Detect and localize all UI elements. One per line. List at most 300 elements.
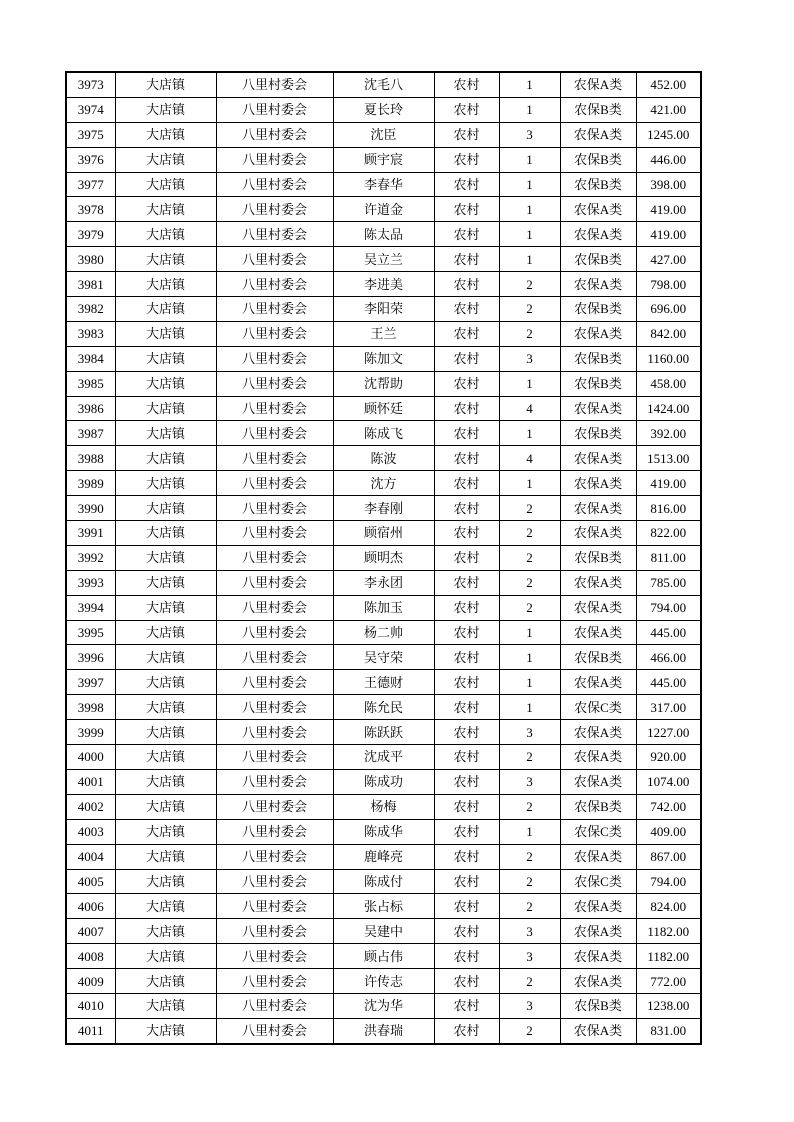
- table-row: [66, 297, 701, 322]
- cell-person-name: 陈加文: [333, 346, 434, 371]
- cell-person-name: 夏长玲: [333, 97, 434, 122]
- cell-person-count: 1: [499, 147, 560, 172]
- cell-person-count: 3: [499, 993, 560, 1018]
- cell-insurance-category: 农保A类: [560, 844, 636, 869]
- cell-residence-type: 农村: [434, 645, 499, 670]
- cell-person-count: 2: [499, 545, 560, 570]
- cell-amount: 1424.00: [636, 396, 701, 421]
- cell-amount: 794.00: [636, 869, 701, 894]
- cell-village: 八里村委会: [216, 819, 333, 844]
- cell-insurance-category: 农保A类: [560, 197, 636, 222]
- cell-insurance-category: 农保B类: [560, 346, 636, 371]
- cell-village: 八里村委会: [216, 172, 333, 197]
- cell-insurance-category: 农保C类: [560, 869, 636, 894]
- cell-person-count: 2: [499, 1018, 560, 1043]
- cell-residence-type: 农村: [434, 371, 499, 396]
- cell-village: 八里村委会: [216, 97, 333, 122]
- cell-town: 大店镇: [115, 993, 216, 1018]
- cell-amount: 842.00: [636, 321, 701, 346]
- cell-person-count: 1: [499, 222, 560, 247]
- cell-person-name: 沈方: [333, 471, 434, 496]
- table-row: [66, 272, 701, 297]
- table-row: [66, 1018, 701, 1043]
- cell-village: 八里村委会: [216, 421, 333, 446]
- cell-person-name: 李进美: [333, 272, 434, 297]
- cell-person-name: 李阳荣: [333, 297, 434, 322]
- table-row: [66, 844, 701, 869]
- cell-person-name: 许传志: [333, 969, 434, 994]
- cell-seq: 4010: [66, 993, 115, 1018]
- cell-person-name: 陈成功: [333, 769, 434, 794]
- cell-person-count: 2: [499, 745, 560, 770]
- table-row: [66, 993, 701, 1018]
- cell-town: 大店镇: [115, 670, 216, 695]
- cell-residence-type: 农村: [434, 595, 499, 620]
- table-body: [66, 72, 701, 1044]
- cell-seq: 4001: [66, 769, 115, 794]
- cell-town: 大店镇: [115, 222, 216, 247]
- cell-amount: 445.00: [636, 620, 701, 645]
- cell-amount: 811.00: [636, 545, 701, 570]
- cell-person-count: 3: [499, 944, 560, 969]
- cell-village: 八里村委会: [216, 844, 333, 869]
- cell-town: 大店镇: [115, 446, 216, 471]
- cell-insurance-category: 农保A类: [560, 72, 636, 97]
- cell-village: 八里村委会: [216, 1018, 333, 1043]
- cell-village: 八里村委会: [216, 745, 333, 770]
- cell-insurance-category: 农保A类: [560, 720, 636, 745]
- cell-residence-type: 农村: [434, 247, 499, 272]
- cell-village: 八里村委会: [216, 471, 333, 496]
- cell-seq: 3980: [66, 247, 115, 272]
- cell-person-name: 陈成飞: [333, 421, 434, 446]
- cell-seq: 3985: [66, 371, 115, 396]
- cell-person-name: 陈成付: [333, 869, 434, 894]
- cell-person-count: 2: [499, 894, 560, 919]
- cell-person-count: 1: [499, 197, 560, 222]
- cell-seq: 4011: [66, 1018, 115, 1043]
- cell-person-name: 王兰: [333, 321, 434, 346]
- cell-person-count: 2: [499, 570, 560, 595]
- table-row: [66, 695, 701, 720]
- cell-amount: 1074.00: [636, 769, 701, 794]
- cell-residence-type: 农村: [434, 272, 499, 297]
- cell-insurance-category: 农保B类: [560, 545, 636, 570]
- table-row: [66, 471, 701, 496]
- cell-village: 八里村委会: [216, 521, 333, 546]
- cell-person-count: 1: [499, 620, 560, 645]
- cell-town: 大店镇: [115, 97, 216, 122]
- cell-seq: 3992: [66, 545, 115, 570]
- cell-seq: 3974: [66, 97, 115, 122]
- cell-person-name: 许道金: [333, 197, 434, 222]
- cell-person-name: 鹿峰亮: [333, 844, 434, 869]
- cell-amount: 392.00: [636, 421, 701, 446]
- cell-town: 大店镇: [115, 471, 216, 496]
- cell-amount: 1182.00: [636, 919, 701, 944]
- table-row: [66, 570, 701, 595]
- cell-person-count: 4: [499, 446, 560, 471]
- cell-village: 八里村委会: [216, 794, 333, 819]
- cell-residence-type: 农村: [434, 122, 499, 147]
- cell-town: 大店镇: [115, 72, 216, 97]
- cell-seq: 3997: [66, 670, 115, 695]
- cell-town: 大店镇: [115, 496, 216, 521]
- cell-seq: 3976: [66, 147, 115, 172]
- cell-seq: 4002: [66, 794, 115, 819]
- cell-residence-type: 农村: [434, 147, 499, 172]
- cell-person-name: 沈臣: [333, 122, 434, 147]
- cell-village: 八里村委会: [216, 247, 333, 272]
- cell-village: 八里村委会: [216, 197, 333, 222]
- cell-residence-type: 农村: [434, 396, 499, 421]
- cell-seq: 3989: [66, 471, 115, 496]
- table-row: [66, 595, 701, 620]
- table-row: [66, 645, 701, 670]
- cell-town: 大店镇: [115, 545, 216, 570]
- cell-insurance-category: 农保B类: [560, 371, 636, 396]
- table-row: [66, 944, 701, 969]
- cell-village: 八里村委会: [216, 371, 333, 396]
- cell-seq: 4006: [66, 894, 115, 919]
- cell-village: 八里村委会: [216, 670, 333, 695]
- cell-town: 大店镇: [115, 421, 216, 446]
- cell-seq: 3982: [66, 297, 115, 322]
- cell-insurance-category: 农保A类: [560, 570, 636, 595]
- cell-amount: 867.00: [636, 844, 701, 869]
- cell-village: 八里村委会: [216, 496, 333, 521]
- cell-village: 八里村委会: [216, 894, 333, 919]
- cell-town: 大店镇: [115, 869, 216, 894]
- cell-amount: 419.00: [636, 471, 701, 496]
- cell-village: 八里村委会: [216, 969, 333, 994]
- cell-person-name: 李春华: [333, 172, 434, 197]
- cell-seq: 4007: [66, 919, 115, 944]
- cell-insurance-category: 农保A类: [560, 595, 636, 620]
- cell-town: 大店镇: [115, 695, 216, 720]
- cell-insurance-category: 农保C类: [560, 695, 636, 720]
- cell-seq: 3978: [66, 197, 115, 222]
- cell-residence-type: 农村: [434, 321, 499, 346]
- cell-insurance-category: 农保C类: [560, 819, 636, 844]
- cell-person-count: 2: [499, 794, 560, 819]
- cell-town: 大店镇: [115, 172, 216, 197]
- cell-amount: 794.00: [636, 595, 701, 620]
- cell-amount: 920.00: [636, 745, 701, 770]
- cell-village: 八里村委会: [216, 645, 333, 670]
- table-row: [66, 72, 701, 97]
- cell-amount: 831.00: [636, 1018, 701, 1043]
- cell-amount: 1238.00: [636, 993, 701, 1018]
- cell-village: 八里村委会: [216, 695, 333, 720]
- cell-town: 大店镇: [115, 745, 216, 770]
- cell-residence-type: 农村: [434, 446, 499, 471]
- cell-amount: 458.00: [636, 371, 701, 396]
- cell-town: 大店镇: [115, 396, 216, 421]
- cell-insurance-category: 农保B类: [560, 645, 636, 670]
- cell-seq: 4008: [66, 944, 115, 969]
- cell-person-count: 1: [499, 695, 560, 720]
- cell-seq: 3994: [66, 595, 115, 620]
- table-row: [66, 222, 701, 247]
- cell-person-name: 顾怀廷: [333, 396, 434, 421]
- cell-seq: 3986: [66, 396, 115, 421]
- table-row: [66, 545, 701, 570]
- cell-residence-type: 农村: [434, 919, 499, 944]
- cell-village: 八里村委会: [216, 720, 333, 745]
- table-row: [66, 421, 701, 446]
- cell-residence-type: 农村: [434, 695, 499, 720]
- cell-town: 大店镇: [115, 819, 216, 844]
- table-row: [66, 147, 701, 172]
- cell-town: 大店镇: [115, 122, 216, 147]
- cell-residence-type: 农村: [434, 421, 499, 446]
- cell-seq: 3987: [66, 421, 115, 446]
- table-row: [66, 819, 701, 844]
- cell-village: 八里村委会: [216, 570, 333, 595]
- cell-residence-type: 农村: [434, 844, 499, 869]
- cell-amount: 772.00: [636, 969, 701, 994]
- cell-town: 大店镇: [115, 919, 216, 944]
- cell-residence-type: 农村: [434, 769, 499, 794]
- cell-person-name: 张占标: [333, 894, 434, 919]
- cell-person-name: 杨二帅: [333, 620, 434, 645]
- table-row: [66, 670, 701, 695]
- cell-person-count: 1: [499, 819, 560, 844]
- cell-village: 八里村委会: [216, 321, 333, 346]
- cell-town: 大店镇: [115, 969, 216, 994]
- cell-residence-type: 农村: [434, 944, 499, 969]
- cell-insurance-category: 农保A类: [560, 969, 636, 994]
- cell-insurance-category: 农保A类: [560, 496, 636, 521]
- cell-insurance-category: 农保A类: [560, 222, 636, 247]
- cell-person-count: 4: [499, 396, 560, 421]
- cell-amount: 822.00: [636, 521, 701, 546]
- cell-seq: 3979: [66, 222, 115, 247]
- table-row: [66, 346, 701, 371]
- cell-person-name: 陈加玉: [333, 595, 434, 620]
- cell-residence-type: 农村: [434, 794, 499, 819]
- cell-town: 大店镇: [115, 247, 216, 272]
- cell-person-count: 3: [499, 769, 560, 794]
- cell-residence-type: 农村: [434, 720, 499, 745]
- cell-insurance-category: 农保A类: [560, 894, 636, 919]
- cell-person-name: 吴建中: [333, 919, 434, 944]
- cell-amount: 466.00: [636, 645, 701, 670]
- cell-insurance-category: 农保B类: [560, 247, 636, 272]
- cell-seq: 3981: [66, 272, 115, 297]
- cell-village: 八里村委会: [216, 72, 333, 97]
- cell-amount: 452.00: [636, 72, 701, 97]
- table-row: [66, 321, 701, 346]
- cell-person-count: 3: [499, 346, 560, 371]
- cell-person-name: 顾明杰: [333, 545, 434, 570]
- cell-person-count: 3: [499, 720, 560, 745]
- cell-insurance-category: 农保A类: [560, 944, 636, 969]
- table-row: [66, 745, 701, 770]
- table-row: [66, 919, 701, 944]
- cell-person-count: 1: [499, 471, 560, 496]
- cell-person-count: 1: [499, 172, 560, 197]
- cell-amount: 427.00: [636, 247, 701, 272]
- cell-seq: 3977: [66, 172, 115, 197]
- cell-amount: 409.00: [636, 819, 701, 844]
- cell-insurance-category: 农保A类: [560, 521, 636, 546]
- cell-person-name: 沈毛八: [333, 72, 434, 97]
- cell-town: 大店镇: [115, 570, 216, 595]
- cell-village: 八里村委会: [216, 272, 333, 297]
- cell-person-count: 1: [499, 421, 560, 446]
- cell-person-count: 3: [499, 919, 560, 944]
- table-row: [66, 122, 701, 147]
- cell-town: 大店镇: [115, 620, 216, 645]
- cell-amount: 1513.00: [636, 446, 701, 471]
- cell-person-count: 1: [499, 72, 560, 97]
- cell-town: 大店镇: [115, 197, 216, 222]
- cell-person-name: 陈允民: [333, 695, 434, 720]
- cell-residence-type: 农村: [434, 745, 499, 770]
- cell-residence-type: 农村: [434, 894, 499, 919]
- cell-village: 八里村委会: [216, 869, 333, 894]
- cell-seq: 3993: [66, 570, 115, 595]
- cell-residence-type: 农村: [434, 670, 499, 695]
- table-row: [66, 172, 701, 197]
- table-row: [66, 396, 701, 421]
- cell-town: 大店镇: [115, 297, 216, 322]
- cell-seq: 3995: [66, 620, 115, 645]
- cell-insurance-category: 农保A类: [560, 919, 636, 944]
- table-row: [66, 247, 701, 272]
- table-row: [66, 794, 701, 819]
- cell-village: 八里村委会: [216, 222, 333, 247]
- cell-amount: 1160.00: [636, 346, 701, 371]
- cell-person-name: 陈跃跃: [333, 720, 434, 745]
- cell-residence-type: 农村: [434, 1018, 499, 1043]
- cell-village: 八里村委会: [216, 545, 333, 570]
- table-row: [66, 769, 701, 794]
- table-row: [66, 720, 701, 745]
- cell-residence-type: 农村: [434, 993, 499, 1018]
- cell-town: 大店镇: [115, 720, 216, 745]
- cell-town: 大店镇: [115, 521, 216, 546]
- cell-seq: 3996: [66, 645, 115, 670]
- cell-amount: 1227.00: [636, 720, 701, 745]
- cell-amount: 419.00: [636, 197, 701, 222]
- cell-person-name: 杨梅: [333, 794, 434, 819]
- cell-town: 大店镇: [115, 346, 216, 371]
- table-row: [66, 496, 701, 521]
- cell-person-name: 顾宿州: [333, 521, 434, 546]
- cell-amount: 816.00: [636, 496, 701, 521]
- cell-person-count: 2: [499, 496, 560, 521]
- benefit-roster-table: [65, 71, 702, 1045]
- cell-village: 八里村委会: [216, 944, 333, 969]
- cell-amount: 696.00: [636, 297, 701, 322]
- cell-seq: 3975: [66, 122, 115, 147]
- cell-residence-type: 农村: [434, 222, 499, 247]
- cell-village: 八里村委会: [216, 122, 333, 147]
- cell-person-name: 沈为华: [333, 993, 434, 1018]
- cell-town: 大店镇: [115, 321, 216, 346]
- cell-village: 八里村委会: [216, 147, 333, 172]
- cell-seq: 4005: [66, 869, 115, 894]
- cell-amount: 421.00: [636, 97, 701, 122]
- cell-town: 大店镇: [115, 595, 216, 620]
- table-row: [66, 97, 701, 122]
- cell-insurance-category: 农保B类: [560, 97, 636, 122]
- cell-town: 大店镇: [115, 944, 216, 969]
- cell-town: 大店镇: [115, 844, 216, 869]
- cell-person-name: 李春刚: [333, 496, 434, 521]
- cell-residence-type: 农村: [434, 496, 499, 521]
- cell-village: 八里村委会: [216, 769, 333, 794]
- cell-amount: 398.00: [636, 172, 701, 197]
- cell-residence-type: 农村: [434, 72, 499, 97]
- cell-village: 八里村委会: [216, 595, 333, 620]
- cell-insurance-category: 农保B类: [560, 147, 636, 172]
- cell-person-count: 1: [499, 371, 560, 396]
- cell-person-name: 王德财: [333, 670, 434, 695]
- cell-residence-type: 农村: [434, 97, 499, 122]
- cell-town: 大店镇: [115, 894, 216, 919]
- cell-amount: 419.00: [636, 222, 701, 247]
- table-row: [66, 521, 701, 546]
- cell-town: 大店镇: [115, 371, 216, 396]
- cell-village: 八里村委会: [216, 993, 333, 1018]
- table-row: [66, 894, 701, 919]
- cell-insurance-category: 农保A类: [560, 1018, 636, 1043]
- cell-insurance-category: 农保B类: [560, 172, 636, 197]
- cell-seq: 4004: [66, 844, 115, 869]
- cell-residence-type: 农村: [434, 197, 499, 222]
- cell-residence-type: 农村: [434, 297, 499, 322]
- cell-person-count: 2: [499, 297, 560, 322]
- cell-village: 八里村委会: [216, 396, 333, 421]
- cell-person-count: 2: [499, 521, 560, 546]
- cell-amount: 446.00: [636, 147, 701, 172]
- cell-insurance-category: 农保A类: [560, 670, 636, 695]
- cell-village: 八里村委会: [216, 446, 333, 471]
- cell-village: 八里村委会: [216, 346, 333, 371]
- cell-amount: 742.00: [636, 794, 701, 819]
- cell-seq: 3983: [66, 321, 115, 346]
- cell-village: 八里村委会: [216, 919, 333, 944]
- table-row: [66, 620, 701, 645]
- cell-town: 大店镇: [115, 147, 216, 172]
- cell-person-count: 2: [499, 595, 560, 620]
- cell-seq: 3998: [66, 695, 115, 720]
- cell-insurance-category: 农保A类: [560, 769, 636, 794]
- cell-person-count: 1: [499, 247, 560, 272]
- cell-amount: 824.00: [636, 894, 701, 919]
- cell-person-count: 2: [499, 272, 560, 297]
- cell-seq: 4009: [66, 969, 115, 994]
- cell-person-name: 李永团: [333, 570, 434, 595]
- cell-seq: 3973: [66, 72, 115, 97]
- cell-town: 大店镇: [115, 645, 216, 670]
- cell-seq: 3988: [66, 446, 115, 471]
- cell-residence-type: 农村: [434, 471, 499, 496]
- cell-residence-type: 农村: [434, 570, 499, 595]
- cell-insurance-category: 农保B类: [560, 993, 636, 1018]
- cell-residence-type: 农村: [434, 819, 499, 844]
- cell-person-name: 沈成平: [333, 745, 434, 770]
- cell-seq: 3999: [66, 720, 115, 745]
- cell-insurance-category: 农保B类: [560, 794, 636, 819]
- cell-person-count: 1: [499, 670, 560, 695]
- table-row: [66, 869, 701, 894]
- cell-seq: 4003: [66, 819, 115, 844]
